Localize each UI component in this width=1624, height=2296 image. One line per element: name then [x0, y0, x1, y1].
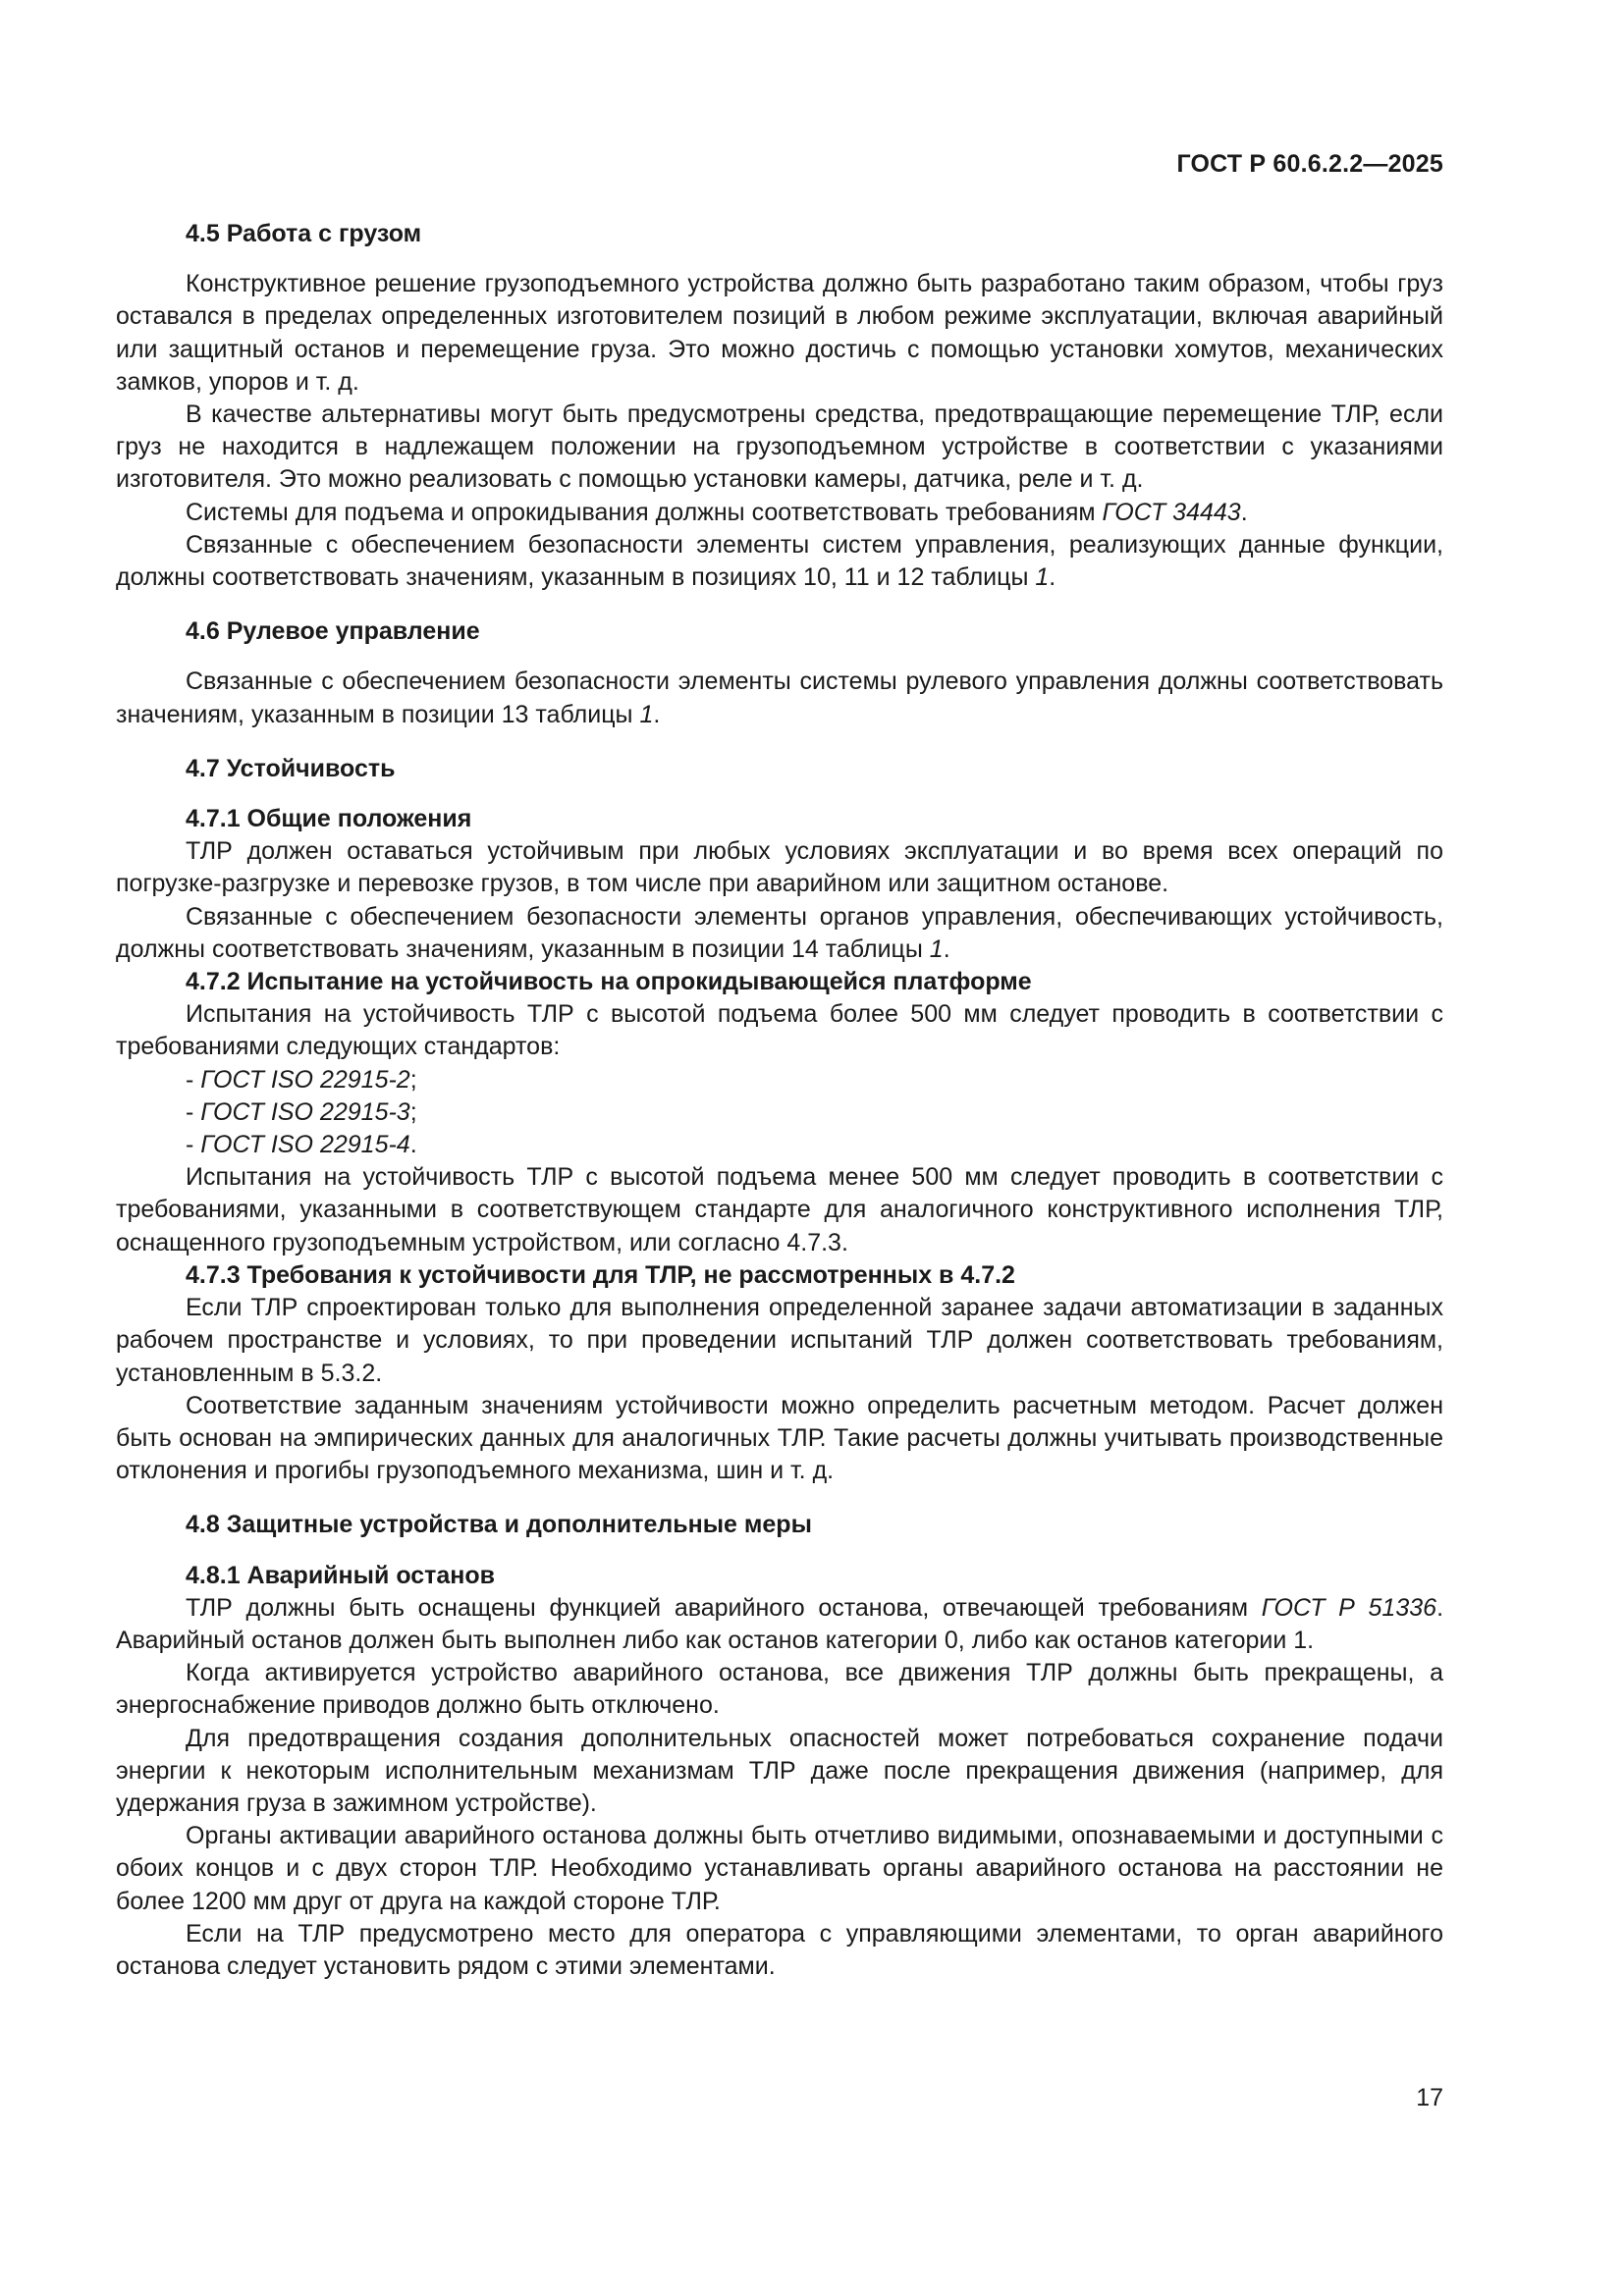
section-4-5-paragraph-4 [116, 529, 1443, 594]
list-dash: - [186, 1065, 201, 1094]
section-4-5-paragraph-2: В качестве альтернативы могут быть предусмотрены средства, предотвращающие перемещение ТЛР, если груз не находится в надлежащем положении на грузоподъемном устройстве в соответствии с указаниями изготовителя. Это можно реализовать с помощью установки камеры, датчика, реле и т. д. [116, 400, 1443, 494]
paragraph-text: Связанные с обеспечением безопасности элементы системы рулевого управления должны соответствовать значениям, указанным в позиции 13 таблицы [116, 667, 1443, 728]
section-4-5-paragraph-3 [116, 497, 1443, 529]
list-item [116, 1129, 1443, 1161]
paragraph-text: Связанные с обеспечением безопасности элементы органов управления, обеспечивающих устойчивость, должны соответствовать значениям, указанным в позиции 14 таблицы [116, 902, 1443, 963]
section-4-7-2-title: 4.7.2 Испытание на устойчивость на опрокидывающейся платформе [186, 968, 1032, 996]
table-reference: 1 [1035, 563, 1050, 592]
page-content [116, 218, 1443, 1983]
section-4-7-title: 4.7 Устойчивость [186, 754, 396, 782]
paragraph-end: . [943, 934, 950, 963]
paragraph-end: . [653, 700, 661, 728]
standard-reference: ГОСТ ISO 22915-2 [200, 1065, 410, 1094]
paragraph-end: . [1049, 563, 1056, 592]
paragraph-text: Связанные с обеспечением безопасности элементы систем управления, реализующих данные функции, должны соответствовать значениям, указанным в позициях 10, 11 и 12 таблицы [116, 530, 1443, 592]
section-4-7-3-title: 4.7.3 Требования к устойчивости для ТЛР, не рассмотренных в 4.7.2 [186, 1260, 1015, 1289]
section-4-8-1-paragraph-5: Если на ТЛР предусмотрено место для оператора с управляющими элементами, то орган аварийного останова следует установить рядом с этими элементами. [116, 1919, 1443, 1980]
section-4-6-title: 4.6 Рулевое управление [186, 617, 480, 646]
list-item [116, 1064, 1443, 1096]
table-reference: 1 [929, 934, 944, 963]
section-4-7-2-paragraph-2: Испытания на устойчивость ТЛР с высотой подъема менее 500 мм следует проводить в соответствии с требованиями, указанными в соответствующем стандарте для аналогичного конструктивного исполнения ТЛР, оснащенного грузоподъемным устройством, или согласно 4.7.3. [116, 1163, 1443, 1256]
list-dash: - [186, 1131, 201, 1159]
section-4-7-1-paragraph-2 [116, 901, 1443, 966]
standard-code: ГОСТ Р 60.6.2.2—2025 [1176, 150, 1443, 178]
list-dash: - [186, 1097, 201, 1126]
standard-reference: ГОСТ ISO 22915-3 [200, 1097, 410, 1126]
section-4-7-3-paragraph-1: Если ТЛР спроектирован только для выполнения определенной заранее задачи автоматизации в заданных рабочем пространстве и условиях, то при проведении испытаний ТЛР должен соответствовать требованиям, установленным в 5.3.2. [116, 1294, 1443, 1387]
section-4-5-title: 4.5 Работа с грузом [186, 220, 422, 247]
section-4-8-1-paragraph-4: Органы активации аварийного останова должны быть отчетливо видимыми, опознаваемыми и доступными с обоих концов и с двух сторон ТЛР. Необходимо устанавливать органы аварийного останова на расстоянии не более 1200 мм друг от друга на каждой стороне ТЛР. [116, 1822, 1443, 1915]
paragraph-end: . [1240, 498, 1248, 526]
section-4-5-paragraph-1: Конструктивное решение грузоподъемного устройства должно быть разработано таким образом, чтобы груз оставался в пределах определенных изготовителем позиций в любом режиме эксплуатации, включая аварийный или защитный останов и перемещение груза. Это можно достичь с помощью установки хомутов, механических замков, упоров и т. д. [116, 270, 1443, 396]
paragraph-text: ТЛР должны быть оснащены функцией аварийного останова, отвечающей требованиям [186, 1593, 1262, 1622]
list-end: . [409, 1131, 417, 1159]
section-4-8-1-paragraph-3: Для предотвращения создания дополнительных опасностей может потребоваться сохранение подачи энергии к некоторым исполнительным механизмам ТЛР даже после прекращения движения (например, для удержания груза в зажимном устройстве). [116, 1724, 1443, 1817]
section-4-8-1-paragraph-2: Когда активируется устройство аварийного останова, все движения ТЛР должны быть прекращены, а энергоснабжение приводов должно быть отключено. [116, 1659, 1443, 1720]
standard-reference: ГОСТ ISO 22915-4 [200, 1131, 410, 1159]
paragraph-text: Системы для подъема и опрокидывания должны соответствовать требованиям [186, 498, 1103, 526]
section-4-7-3-paragraph-2: Соответствие заданным значениям устойчивости можно определить расчетным методом. Расчет должен быть основан на эмпирических данных для аналогичных ТЛР. Такие расчеты должны учитывать производственные отклонения и прогибы грузоподъемного механизма, шин и т. д. [116, 1391, 1443, 1485]
standard-reference: ГОСТ 34443 [1102, 498, 1241, 526]
section-4-7-2-paragraph-1: Испытания на устойчивость ТЛР с высотой подъема более 500 мм следует проводить в соответствии с требованиями следующих стандартов: [116, 1000, 1443, 1061]
standard-reference: ГОСТ Р 51336 [1261, 1593, 1437, 1622]
section-4-6-paragraph-1 [116, 666, 1443, 730]
section-4-8-1-paragraph-1 [116, 1592, 1443, 1657]
paragraph-end: . Аварийный останов должен быть выполнен либо как останов категории 0, либо как останов категории 1. [116, 1593, 1444, 1654]
section-4-8-title: 4.8 Защитные устройства и дополнительные меры [186, 1511, 812, 1539]
table-reference: 1 [639, 700, 654, 728]
list-end: ; [409, 1097, 417, 1126]
section-4-8-1-title: 4.8.1 Аварийный останов [186, 1561, 496, 1589]
list-item [116, 1096, 1443, 1129]
section-4-7-1-paragraph-1: ТЛР должен оставаться устойчивым при любых условиях эксплуатации и во время всех операций по погрузке-разгрузке и перевозке грузов, в том числе при аварийном или защитном останове. [116, 837, 1443, 898]
list-end: ; [409, 1065, 417, 1094]
section-4-7-1-title: 4.7.1 Общие положения [186, 805, 472, 833]
page-number: 17 [1416, 2084, 1443, 2111]
